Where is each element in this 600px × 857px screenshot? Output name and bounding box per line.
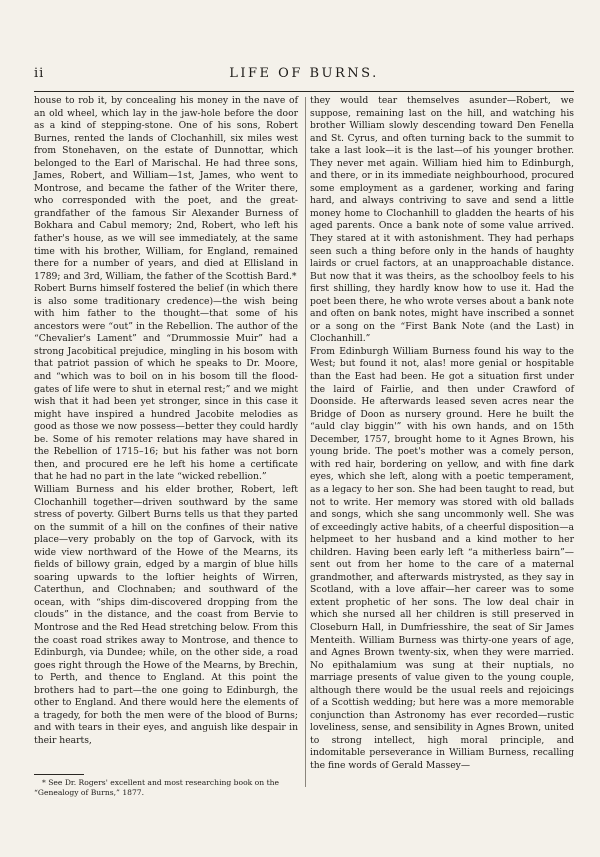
footnote-line: * See Dr. Rogers' excellent and most researching book on the	[42, 778, 279, 787]
left-column	[34, 95, 298, 747]
header-rule	[34, 91, 574, 92]
paragraph: From Edinburgh William Burness found his way to the West; but found it not, alas! more genial or hospitable than the East had been. He got a situation first under the laird of Fairlie, and then under Crawford of Doonside. He afterwards leased seven acres near the Bridge of Doon as nursery ground. Here he built the “auld clay biggin'” with his own hands, and on 15th December, 1757, brought home to it Agnes Brown, his young bride. The poet's mother was a comely person, with red hair, bordering on yellow, and with fine dark eyes, which she left, along with a poetic temperament, as a legacy to her son. She had been taught to read, but not to write. Her memory was stored with old ballads and songs, which she sang uncommonly well. She was of exceedingly active habits, of a cheerful disposition—a helpmeet to her husband and a kind mother to her children. Having been early left “a mitherless bairn”—sent out from her home to the care of a maternal grandmother, and afterwards mistrysted, as they say in Scotland, with a love affair—her career was to some extent prophetic of her sons. The low deal chair in which she nursed all her children is still preserved in Closeburn Hall, in Dumfriesshire, the seat of Sir James Menteith. William Burness was thirty-one years of age, and Agnes Brown twenty-six, when they were married. No epithalamium was sung at their nuptials, no marriage presents of value given to the young couple, although there would be the usual reels and rejoicings of a Scottish wedding; but here was a more memorable conjunction than Astronomy has ever recorded—rustic loveliness, sense, and sensibility in Agnes Brown, united to strong intellect, high moral principle, and indomitable perseverance in William Burness, recalling the fine words of Gerald Massey—	[310, 345, 574, 771]
footnote-line: “Genealogy of Burns,” 1877.	[34, 788, 145, 797]
footnote	[34, 778, 298, 798]
paragraph: Robert Burns himself fostered the belief (in which there is also some traditionary credence)—the wish being with him father to the thought—that some of his ancestors were “out” in the Rebellion. The author of the “Chevalier's Lament” and “Drummossie Muir” had a strong Jacobitical prejudice, mingling in his bosom with that patriot passion of which he speaks to Dr. Moore, and “which was to boil on in his bosom till the flood-gates of life were to shut in eternal rest;” and we might wish that it had been yet stronger, since in this case it might have inspired a hundred Jacobite melodies as good as those we now possess—better they could hardly be. Some of his remoter relations may have shared in the Rebellion of 1715–16; but his father was not born then, and procured ere he left his home a certificate that he had no part in the late “wicked rebellion.”	[34, 283, 298, 483]
page-header	[34, 66, 574, 84]
right-column	[310, 95, 574, 773]
footnote-rule	[34, 774, 84, 775]
page-number: ii	[34, 66, 45, 81]
paragraph: they would tear themselves asunder—Robert, we suppose, remaining last on the hill, and watching his brother William slowly descending toward Den Fenella and St. Cyrus, and often turning back to the summit to take a last look—it is the last—of his younger brother. They never met again. William hied him to Edinburgh, and there, or in its immediate neighbourhood, procured some employment as a gardener, working and faring hard, and always contriving to save and send a little money home to Clochanhill to gladden the hearts of his aged parents. Once a bank note of some value arrived. They stared at it with astonishment. They had perhaps seen such a thing before only in the hands of haughty lairds or cruel factors, at an unapproachable distance. But now that it was theirs, as the schoolboy feels to his first shilling, they hardly know how to use it. Had the poet been there, he who wrote verses about a bank note and often on bank notes, might have inscribed a sonnet or a song on the “First Bank Note (and the Last) in Clochanhill.”	[310, 95, 574, 345]
paragraph: William Burness and his elder brother, Robert, left Clochanhill together—driven southward by the same stress of poverty. Gilbert Burns tells us that they parted on the summit of a hill on the confines of their native place—very probably on the top of Garvock, with its wide view northward of the Howe of the Mearns, its fields of billowy grain, edged by a margin of blue hills soaring upwards to the loftier heights of Wirren, Caterthun, and Clochnaben; and southward of the ocean, with “ships dim-discovered dropping from the clouds” in the distance, and the coast from Bervie to Montrose and the Red Head stretching below. From this the coast road strikes away to Montrose, and thence to Edinburgh, via Dundee; while, on the other side, a road goes right through the Howe of the Mearns, by Brechin, to Perth, and thence to England. At this point the brothers had to part—the one going to Edinburgh, the other to England. And there would here the elements of a tragedy, for both the men were of the blood of Burns; and with tears in their eyes, and anguish like despair in their hearts,	[34, 483, 298, 746]
paragraph: house to rob it, by concealing his money in the nave of an old wheel, which lay in the jaw-hole before the door as a kind of stepping-stone. One of his sons, Robert Burnes, rented the lands of Clochanhill, six miles west from Stonehaven, on the estate of Dunnottar, which belonged to the Earl of Marischal. He had three sons, James, Robert, and William—1st, James, who went to Montrose, and became the father of the Writer there, who corresponded with the poet, and the great-grandfather of the famous Sir Alexander Burness of Bokhara and Cabul memory; 2nd, Robert, who left his father's house, as we will see immediately, at the same time with his brother, William, for England, remained there for a number of years, and died at Ellisland in 1789; and 3rd, William, the father of the Scottish Bard.*	[34, 95, 298, 282]
running-title: LIFE OF BURNS.	[229, 66, 379, 81]
column-divider	[305, 97, 306, 787]
